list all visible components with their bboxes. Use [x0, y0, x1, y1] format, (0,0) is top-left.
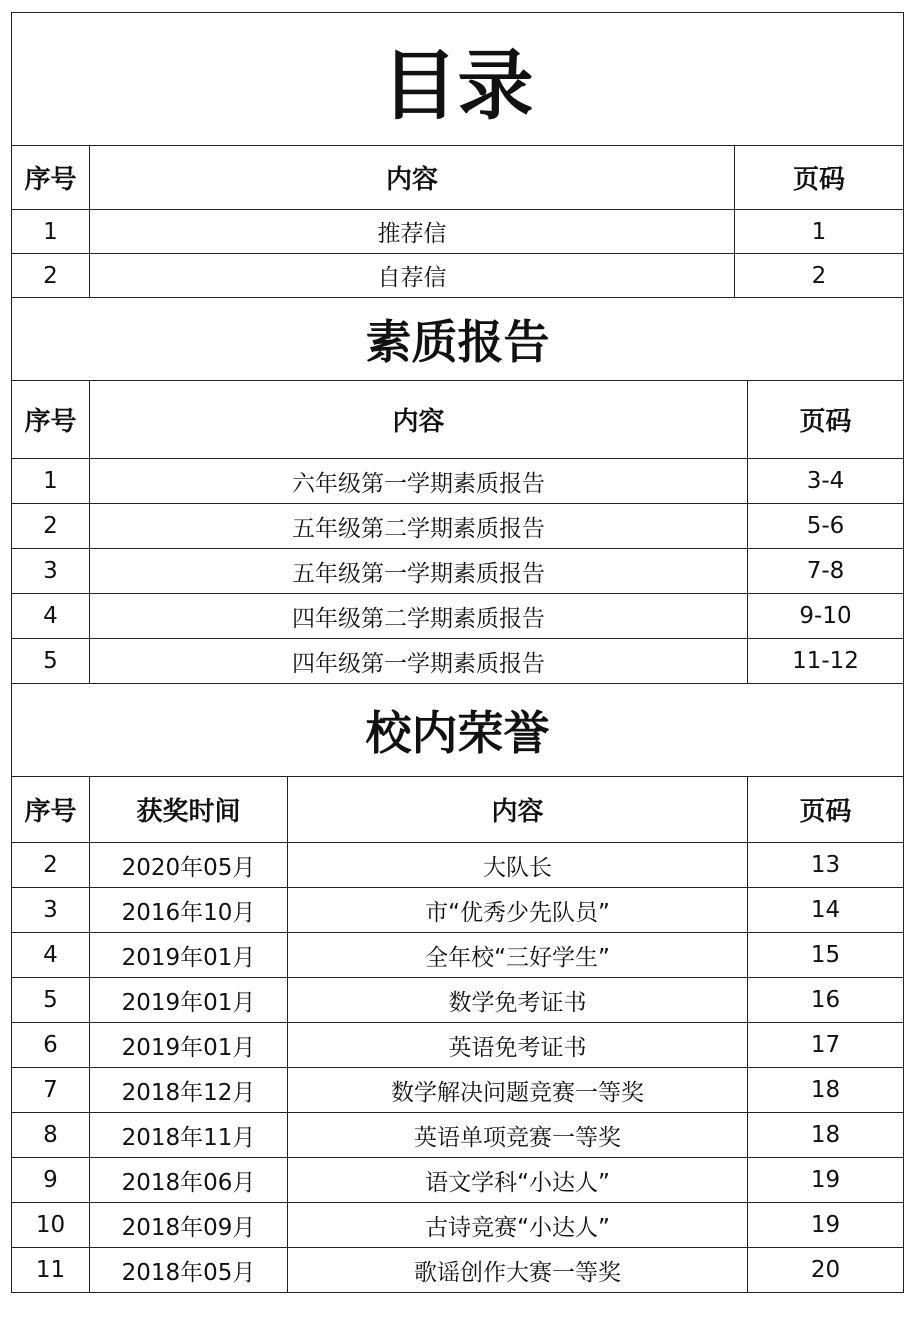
- row-date: 2019年01月: [90, 978, 288, 1023]
- row-content: 五年级第一学期素质报告: [90, 549, 748, 594]
- table-row: [12, 978, 904, 1023]
- table-row: [12, 933, 904, 978]
- row-page: 19: [748, 1158, 904, 1203]
- row-no: 2: [12, 843, 90, 888]
- row-page: 19: [748, 1203, 904, 1248]
- header-content: 内容: [90, 381, 748, 459]
- header-date: 获奖时间: [90, 777, 288, 843]
- row-no: 5: [12, 978, 90, 1023]
- table-row: [12, 1203, 904, 1248]
- row-no: 2: [12, 254, 90, 298]
- row-date: 2019年01月: [90, 1023, 288, 1068]
- row-date: 2018年12月: [90, 1068, 288, 1113]
- table-row: [12, 254, 904, 298]
- table-row: [12, 1158, 904, 1203]
- header-page: 页码: [748, 777, 904, 843]
- row-content: 歌谣创作大赛一等奖: [288, 1248, 748, 1293]
- row-content: 四年级第二学期素质报告: [90, 594, 748, 639]
- row-page: 15: [748, 933, 904, 978]
- table-row: [12, 210, 904, 254]
- header-content: 内容: [288, 777, 748, 843]
- row-content: 四年级第一学期素质报告: [90, 639, 748, 684]
- row-date: 2020年05月: [90, 843, 288, 888]
- table-row: [12, 888, 904, 933]
- row-content: 市“优秀少先队员”: [288, 888, 748, 933]
- header-page: 页码: [748, 381, 904, 459]
- catalog-table: [11, 12, 904, 298]
- row-page: 18: [748, 1068, 904, 1113]
- school-honors-table: [11, 683, 904, 1293]
- row-no: 6: [12, 1023, 90, 1068]
- row-content: 五年级第二学期素质报告: [90, 504, 748, 549]
- row-page: 9-10: [748, 594, 904, 639]
- row-page: 20: [748, 1248, 904, 1293]
- row-content: 古诗竞赛“小达人”: [288, 1203, 748, 1248]
- row-no: 2: [12, 504, 90, 549]
- row-page: 7-8: [748, 549, 904, 594]
- row-content: 六年级第一学期素质报告: [90, 459, 748, 504]
- row-content: 语文学科“小达人”: [288, 1158, 748, 1203]
- table-row: [12, 639, 904, 684]
- header-no: 序号: [12, 777, 90, 843]
- row-no: 10: [12, 1203, 90, 1248]
- row-no: 4: [12, 594, 90, 639]
- table-row: [12, 549, 904, 594]
- row-no: 3: [12, 549, 90, 594]
- table-row: [12, 594, 904, 639]
- row-no: 3: [12, 888, 90, 933]
- row-page: 16: [748, 978, 904, 1023]
- table-row: [12, 1023, 904, 1068]
- header-page: 页码: [735, 146, 904, 210]
- table-row: [12, 1068, 904, 1113]
- row-no: 8: [12, 1113, 90, 1158]
- row-content: 自荐信: [90, 254, 735, 298]
- row-page: 5-6: [748, 504, 904, 549]
- row-content: 英语免考证书: [288, 1023, 748, 1068]
- row-date: 2018年06月: [90, 1158, 288, 1203]
- row-content: 数学解决问题竞赛一等奖: [288, 1068, 748, 1113]
- row-date: 2018年09月: [90, 1203, 288, 1248]
- row-no: 1: [12, 459, 90, 504]
- row-content: 推荐信: [90, 210, 735, 254]
- row-content: 全年校“三好学生”: [288, 933, 748, 978]
- row-no: 7: [12, 1068, 90, 1113]
- school-honors-title: 校内荣誉: [12, 684, 904, 777]
- table-row: [12, 1248, 904, 1293]
- row-no: 9: [12, 1158, 90, 1203]
- row-no: 5: [12, 639, 90, 684]
- row-no: 1: [12, 210, 90, 254]
- quality-report-table: [11, 297, 904, 684]
- document-sheet: [11, 12, 903, 1293]
- table-row: [12, 1113, 904, 1158]
- row-page: 2: [735, 254, 904, 298]
- table-row: [12, 843, 904, 888]
- row-date: 2016年10月: [90, 888, 288, 933]
- row-content: 英语单项竞赛一等奖: [288, 1113, 748, 1158]
- row-page: 11-12: [748, 639, 904, 684]
- row-page: 14: [748, 888, 904, 933]
- row-date: 2019年01月: [90, 933, 288, 978]
- row-content: 数学免考证书: [288, 978, 748, 1023]
- catalog-title: 目录: [12, 13, 904, 146]
- row-page: 13: [748, 843, 904, 888]
- header-no: 序号: [12, 146, 90, 210]
- row-no: 11: [12, 1248, 90, 1293]
- row-date: 2018年11月: [90, 1113, 288, 1158]
- row-date: 2018年05月: [90, 1248, 288, 1293]
- table-row: [12, 504, 904, 549]
- row-page: 1: [735, 210, 904, 254]
- table-row: [12, 459, 904, 504]
- quality-report-title: 素质报告: [12, 298, 904, 381]
- row-page: 17: [748, 1023, 904, 1068]
- header-content: 内容: [90, 146, 735, 210]
- header-no: 序号: [12, 381, 90, 459]
- row-content: 大队长: [288, 843, 748, 888]
- row-page: 18: [748, 1113, 904, 1158]
- row-no: 4: [12, 933, 90, 978]
- row-page: 3-4: [748, 459, 904, 504]
